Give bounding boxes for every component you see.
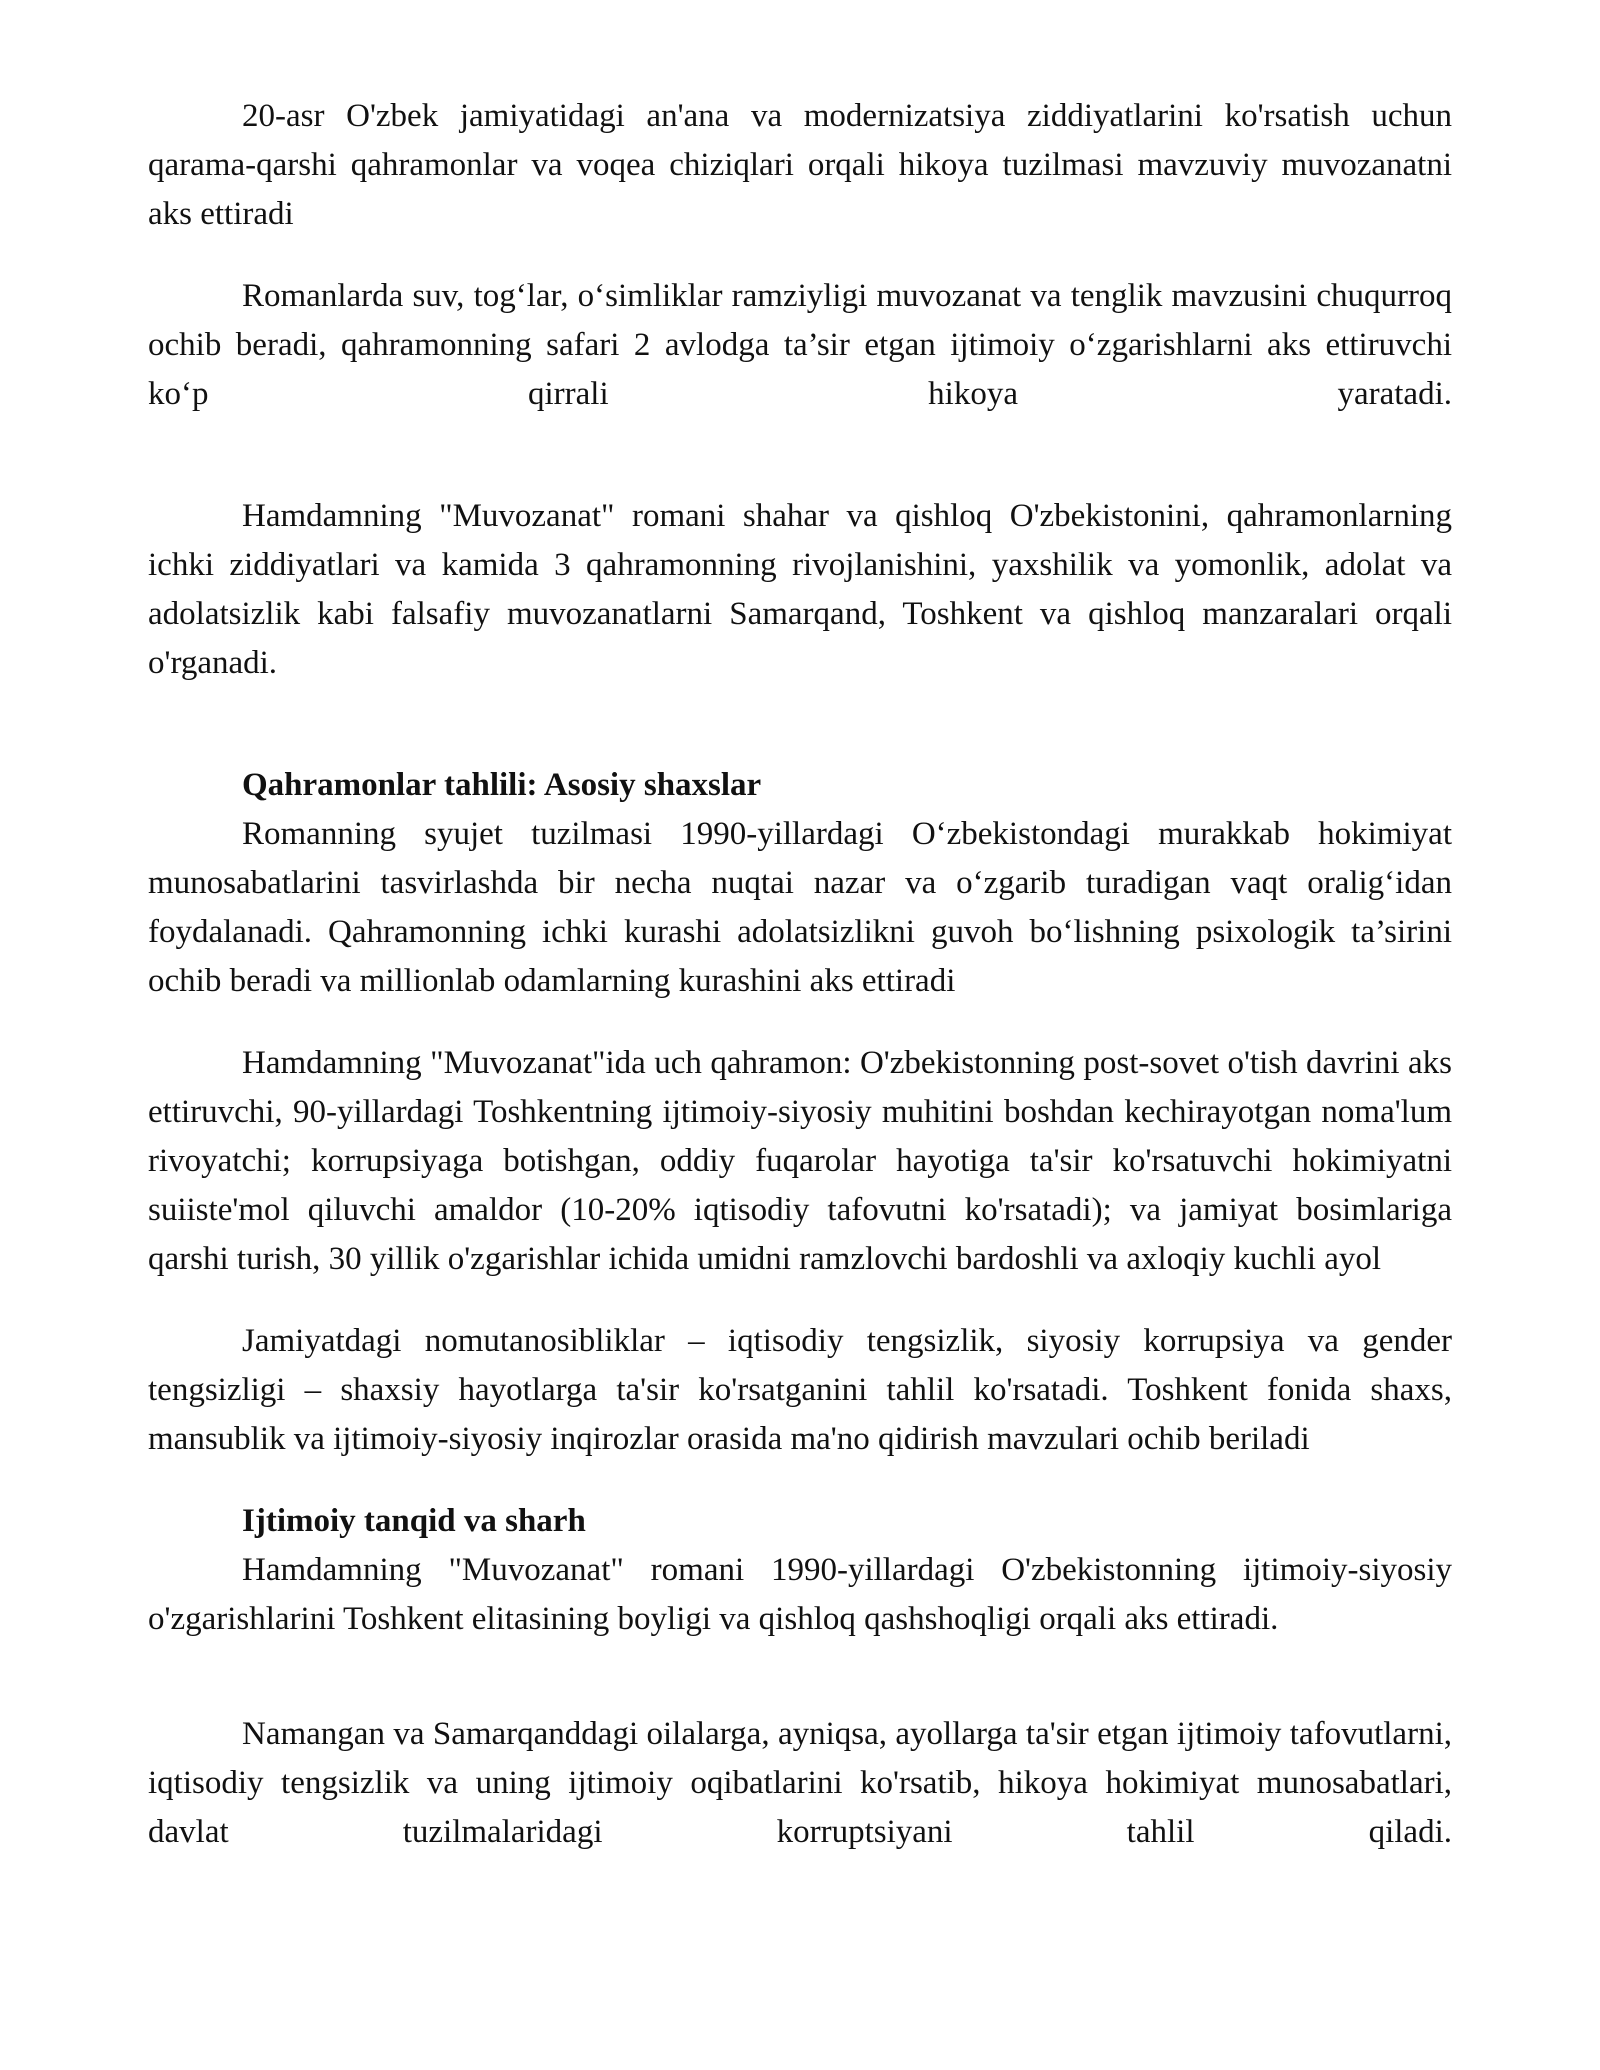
paragraph-symbolism: Romanlarda suv, tog‘lar, o‘simliklar ramziyligi muvozanat va tenglik mavzusini chuqurroq ochib beradi, qahramonning safari 2 avlodga ta’sir etgan ijtimoiy o‘zgarishlarni aks ettiruvchi ko‘p qirrali hikoya yaratadi. <box>148 278 1452 412</box>
paragraph-plot-structure: Romanning syujet tuzilmasi 1990-yillardagi O‘zbekistondagi murakkab hokimiyat munosabatlarini tasvirlashda bir necha nuqtai nazar va o‘zgarib turadigan vaqt oralig‘idan foydalanadi. Qahramonning ichki kurashi adolatsizlikni guvoh bo‘lishning psixologik ta’sirini ochib beradi va millionlab odamlarning kurashini aks ettiradi <box>148 816 1452 999</box>
paragraph-three-heroes: Hamdamning "Muvozanat"ida uch qahramon: O'zbekistonning post-sovet o'tish davrini aks ettiruvchi, 90-yillardagi Toshkentning ijtimoiy-siyosiy muhitini boshdan kechirayotgan noma'lum rivoyatchi; korrupsiyaga botishgan, oddiy fuqarolar hayotiga ta'sir ko'rsatuvchi hokimiyatni suiiste'mol qiluvchi amaldor (10-20% iqtisodiy tafovutni ko'rsatadi); va jamiyat bosimlariga qarshi turish, 30 yillik o'zgarishlar ichida umidni ramzlovchi bardoshli va axloqiy kuchli ayol <box>148 1045 1452 1277</box>
paragraph-social-changes: Hamdamning "Muvozanat" romani 1990-yillardagi O'zbekistonning ijtimoiy-siyosiy o'zgarishlarini Toshkent elitasining boyligi va qishloq qashshoqligi orqali aks ettiradi. <box>148 1552 1452 1637</box>
paragraph-spacer <box>148 1284 1452 1317</box>
section-heading-social-critique: Ijtimoiy tanqid va sharh <box>242 1503 586 1539</box>
paragraph-spacer <box>148 688 1452 761</box>
document-page <box>148 92 1452 1857</box>
paragraph-spacer <box>148 1006 1452 1039</box>
paragraph-spacer <box>148 1644 1452 1710</box>
paragraph-regional-impact: Namangan va Samarqanddagi oilalarga, ayniqsa, ayollarga ta'sir etgan ijtimoiy tafovutlarni, iqtisodiy tengsizlik va uning ijtimoiy oqibatlarini ko'rsatib, hikoya hokimiyat munosabatlari, davlat tuzilmalaridagi korruptsiyani tahlil qiladi. <box>148 1716 1452 1850</box>
paragraph-novel-overview: Hamdamning "Muvozanat" romani shahar va qishloq O'zbekistonini, qahramonlarning ichki ziddiyatlari va kamida 3 qahramonning rivojlanishini, yaxshilik va yomonlik, adolat va adolatsizlik kabi falsafiy muvozanatlarni Samarqand, Toshkent va qishloq manzaralari orqali o'rganadi. <box>148 498 1452 681</box>
paragraph-imbalances: Jamiyatdagi nomutanosibliklar – iqtisodiy tengsizlik, siyosiy korrupsiya va gender tengsizligi – shaxsiy hayotlarga ta'sir ko'rsatganini tahlil ko'rsatadi. Toshkent fonida shaxs, mansublik va ijtimoiy-siyosiy inqirozlar orasida ma'no qidirish mavzulari ochib beriladi <box>148 1323 1452 1457</box>
paragraph-spacer <box>148 1464 1452 1497</box>
paragraph-intro: 20-asr O'zbek jamiyatidagi an'ana va modernizatsiya ziddiyatlarini ko'rsatish uchun qarama-qarshi qahramonlar va voqea chiziqlari orqali hikoya tuzilmasi mavzuviy muvozanatni aks ettiradi <box>148 98 1452 232</box>
paragraph-spacer <box>148 239 1452 272</box>
section-heading-characters: Qahramonlar tahlili: Asosiy shaxslar <box>242 767 762 803</box>
paragraph-spacer <box>148 419 1452 492</box>
